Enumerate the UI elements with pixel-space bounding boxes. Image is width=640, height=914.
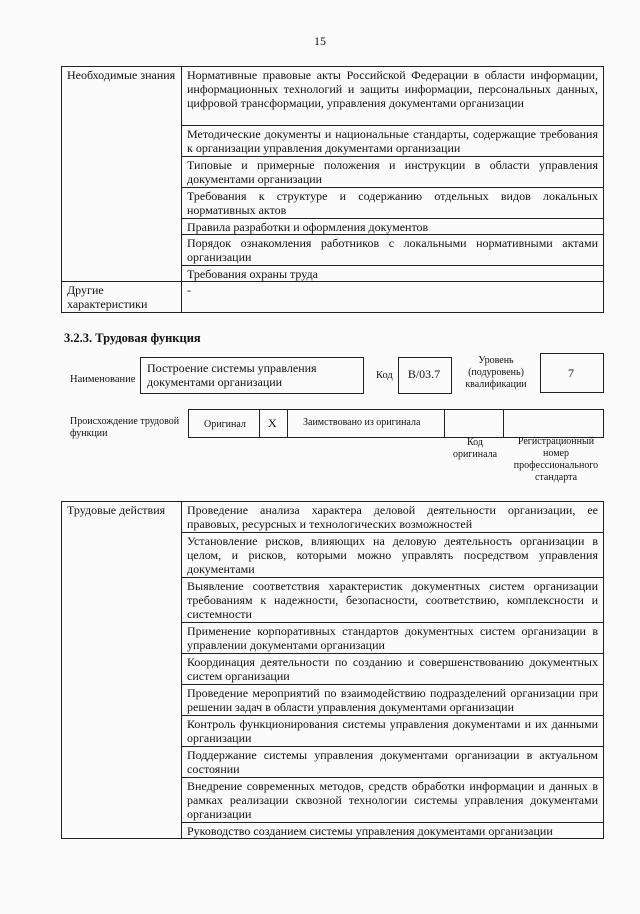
action-item: Выявление соответствия характеристик документных систем организации требованиям к надежности, безопасности, соответствию, комплексности и системности	[182, 578, 604, 623]
knowledge-item: Требования охраны труда	[182, 266, 604, 282]
name-value: Построение системы управления документами организации	[147, 361, 317, 389]
name-label: Наименование	[70, 374, 136, 385]
action-item: Проведение мероприятий по взаимодействию подразделений организации при решении задач в области управления документами организации	[182, 685, 604, 716]
origin-label: Происхождение трудовой функции	[70, 416, 180, 439]
knowledge-item: Типовые и примерные положения и инструкции в области управления документами организации	[182, 157, 604, 188]
knowledge-table	[61, 66, 604, 313]
other-characteristics-label: Другие характеристики	[62, 282, 182, 313]
knowledge-item: Методические документы и национальные стандарты, содержащие требования к организации управления документами организации	[182, 126, 604, 157]
action-item: Внедрение современных методов, средств обработки информации и данных в рамках реализации сквозной технологии системы управления документами организации	[182, 778, 604, 823]
page-number: 15	[314, 34, 326, 48]
action-item: Поддержание системы управления документами организации в актуальном состоянии	[182, 747, 604, 778]
knowledge-label: Необходимые знания	[62, 67, 182, 282]
code-value: B/03.7	[407, 367, 441, 381]
action-item: Контроль функционирования системы управления документами и их данными организации	[182, 716, 604, 747]
knowledge-item: Порядок ознакомления работников с локальными нормативными актами организации	[182, 235, 604, 266]
origin-original-label: Оригинал	[204, 419, 246, 430]
action-item: Установление рисков, влияющих на деловую деятельность организации в целом, и рисков, которыми можно управлять посредством управления документами	[182, 533, 604, 578]
code-label: Код	[376, 370, 393, 381]
knowledge-item: Требования к структуре и содержанию отдельных видов локальных нормативных актов	[182, 188, 604, 219]
origin-reg-caption: Регистрационный номер профессионального стандарта	[513, 436, 599, 483]
level-label: Уровень (подуровень) квалификации	[465, 355, 527, 390]
actions-table	[61, 501, 604, 839]
other-characteristics-value: -	[182, 282, 604, 313]
section-title: 3.2.3. Трудовая функция	[64, 331, 201, 345]
action-item: Применение корпоративных стандартов документных систем организации в управлении документами организации	[182, 623, 604, 654]
level-value: 7	[568, 366, 574, 380]
origin-borrowed-label: Заимствовано из оригинала	[303, 417, 421, 428]
knowledge-item: Правила разработки и оформления документов	[182, 219, 604, 235]
action-item: Руководство созданием системы управления документами организации	[182, 823, 604, 839]
knowledge-item: Нормативные правовые акты Российской Федерации в области информации, информационных технологий и защиты информации, персональных данных, цифровой трансформации, управления документами организации	[182, 67, 604, 126]
origin-original-mark: X	[268, 416, 277, 430]
origin-code-caption: Код оригинала	[452, 437, 498, 460]
actions-label: Трудовые действия	[62, 502, 182, 839]
action-item: Координация деятельности по созданию и совершенствованию документных систем организации	[182, 654, 604, 685]
action-item: Проведение анализа характера деловой деятельности организации, ее правовых, ресурсных и технологических возможностей	[182, 502, 604, 533]
